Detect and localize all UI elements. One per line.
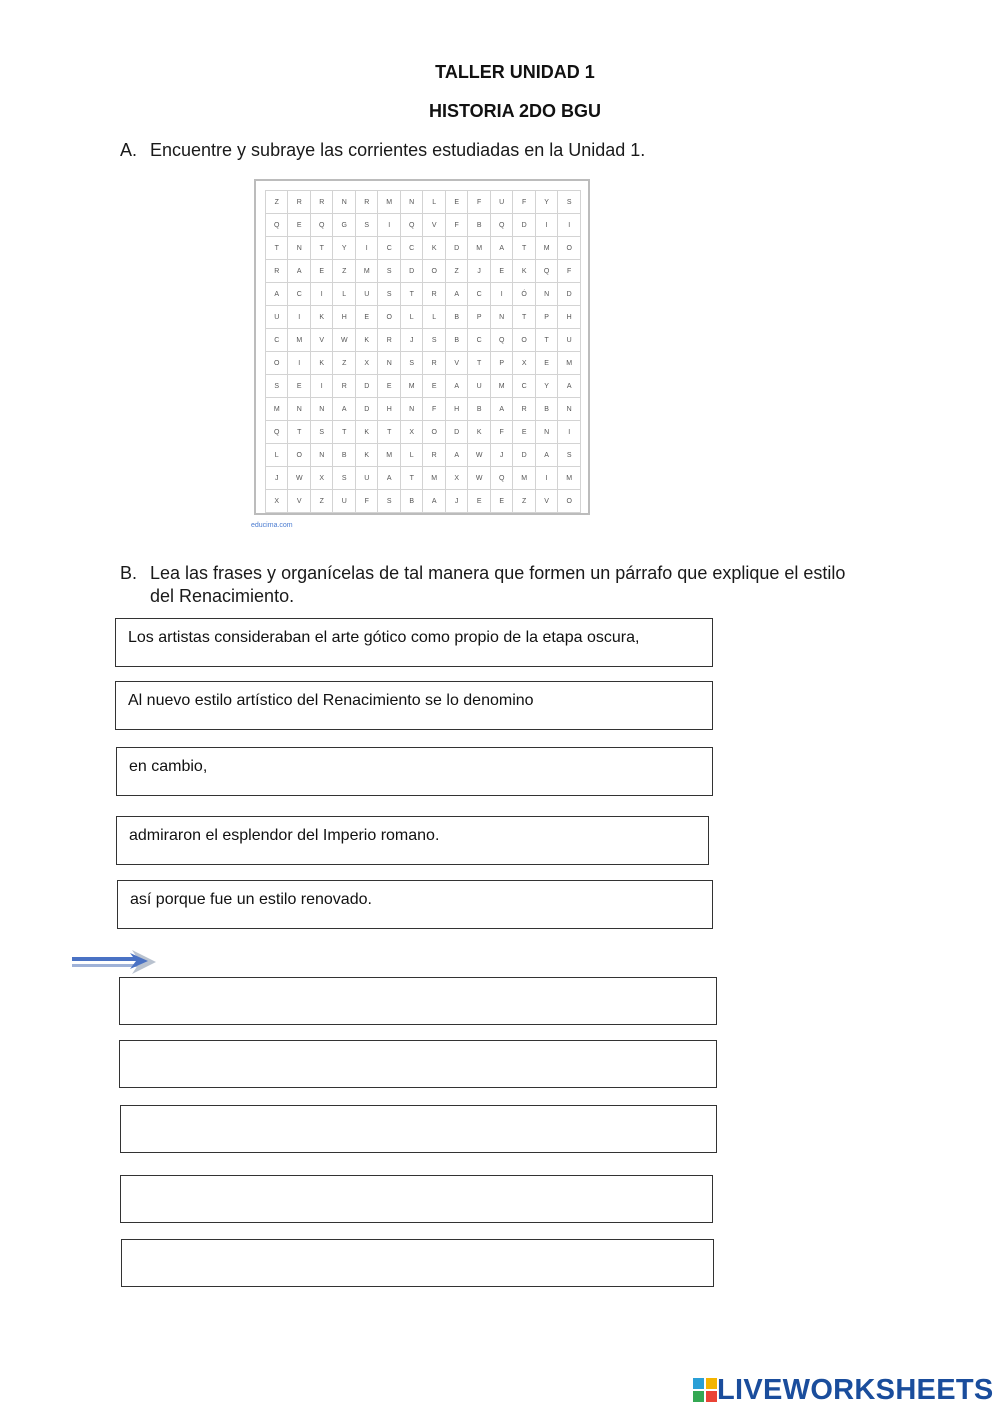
word-search-cell[interactable]: A: [490, 237, 512, 260]
phrase-text: admiraron el esplendor del Imperio romano.: [129, 827, 440, 844]
instruction-a-text: Encuentre y subraye las corrientes estudiadas en la Unidad 1.: [150, 140, 646, 160]
word-search-cell[interactable]: S: [378, 490, 400, 513]
word-search-cell[interactable]: B: [445, 329, 467, 352]
word-search-cell[interactable]: X: [311, 467, 333, 490]
word-search-cell[interactable]: L: [423, 191, 445, 214]
word-search-cell[interactable]: I: [288, 306, 311, 329]
word-search-row: [266, 329, 581, 352]
word-search-cell[interactable]: B: [468, 398, 491, 421]
word-search-cell[interactable]: E: [445, 191, 467, 214]
word-search-cell[interactable]: T: [513, 237, 535, 260]
word-search-cell[interactable]: W: [468, 467, 491, 490]
word-search-cell[interactable]: K: [423, 237, 445, 260]
word-search-cell[interactable]: E: [535, 352, 557, 375]
liveworksheets-brand: LIVEWORKSHEETS: [717, 1373, 994, 1406]
word-search-cell[interactable]: U: [333, 490, 356, 513]
word-search-cell[interactable]: M: [490, 375, 512, 398]
word-search-cell[interactable]: Ó: [513, 283, 535, 306]
word-search-cell[interactable]: I: [535, 467, 557, 490]
word-search-cell[interactable]: A: [288, 260, 311, 283]
word-search-cell[interactable]: N: [558, 398, 581, 421]
word-search-row: [266, 375, 581, 398]
word-search-cell[interactable]: J: [468, 260, 491, 283]
word-search-cell[interactable]: T: [513, 306, 535, 329]
word-search-cell[interactable]: C: [266, 329, 288, 352]
word-search-source: educima.com: [251, 522, 293, 529]
word-search-cell[interactable]: A: [490, 398, 512, 421]
word-search-cell[interactable]: M: [468, 237, 491, 260]
phrase-text: Al nuevo estilo artístico del Renacimiento se lo denomino: [128, 692, 534, 709]
word-search-puzzle: [254, 179, 590, 515]
word-search-cell[interactable]: R: [423, 352, 445, 375]
word-search-cell[interactable]: Q: [400, 214, 422, 237]
word-search-cell[interactable]: E: [490, 260, 512, 283]
word-search-cell[interactable]: I: [558, 421, 581, 444]
word-search-cell[interactable]: Q: [490, 467, 512, 490]
word-search-cell[interactable]: S: [400, 352, 422, 375]
word-search-cell[interactable]: I: [490, 283, 512, 306]
word-search-row: [266, 214, 581, 237]
word-search-cell[interactable]: F: [490, 421, 512, 444]
word-search-cell[interactable]: E: [311, 260, 333, 283]
word-search-cell[interactable]: V: [288, 490, 311, 513]
word-search-cell[interactable]: M: [558, 467, 581, 490]
word-search-cell[interactable]: X: [513, 352, 535, 375]
word-search-cell[interactable]: T: [378, 421, 400, 444]
word-search-cell[interactable]: A: [558, 375, 581, 398]
word-search-cell[interactable]: I: [378, 214, 400, 237]
word-search-cell[interactable]: S: [311, 421, 333, 444]
word-search-cell[interactable]: A: [445, 444, 467, 467]
word-search-row: [266, 421, 581, 444]
word-search-cell[interactable]: N: [535, 421, 557, 444]
word-search-cell[interactable]: I: [356, 237, 378, 260]
word-search-cell[interactable]: O: [266, 352, 288, 375]
word-search-cell[interactable]: A: [445, 375, 467, 398]
word-search-cell[interactable]: D: [558, 283, 581, 306]
word-search-cell[interactable]: Y: [333, 237, 356, 260]
word-search-cell[interactable]: A: [535, 444, 557, 467]
phrase-card[interactable]: [115, 618, 713, 667]
word-search-cell[interactable]: N: [311, 444, 333, 467]
worksheet-subtitle: HISTORIA 2DO BGU: [428, 101, 602, 121]
word-search-cell[interactable]: U: [356, 467, 378, 490]
word-search-cell[interactable]: W: [288, 467, 311, 490]
phrase-text: en cambio,: [129, 758, 208, 775]
phrase-text: Los artistas consideraban el arte gótico como propio de la etapa oscura,: [128, 629, 640, 646]
word-search-cell[interactable]: N: [490, 306, 512, 329]
word-search-cell[interactable]: T: [266, 237, 288, 260]
word-search-cell[interactable]: M: [400, 375, 422, 398]
word-search-cell[interactable]: F: [423, 398, 445, 421]
word-search-cell[interactable]: E: [288, 375, 311, 398]
liveworksheets-logo: [693, 1375, 994, 1405]
word-search-cell[interactable]: L: [333, 283, 356, 306]
word-search-cell[interactable]: E: [468, 490, 491, 513]
word-search-row: [266, 444, 581, 467]
word-search-cell[interactable]: D: [356, 398, 378, 421]
word-search-cell[interactable]: Z: [333, 260, 356, 283]
phrase-text: así porque fue un estilo renovado.: [130, 891, 372, 908]
word-search-cell[interactable]: M: [356, 260, 378, 283]
arrow-right-icon: [70, 948, 160, 978]
word-search-cell[interactable]: O: [378, 306, 400, 329]
word-search-cell[interactable]: M: [535, 237, 557, 260]
word-search-cell[interactable]: K: [311, 306, 333, 329]
worksheet-title: TALLER UNIDAD 1: [435, 62, 595, 82]
word-search-cell[interactable]: R: [266, 260, 288, 283]
instruction-a-letter: A.: [120, 140, 138, 160]
answer-slot[interactable]: [120, 1105, 717, 1153]
word-search-row: [266, 237, 581, 260]
word-search-cell[interactable]: X: [445, 467, 467, 490]
word-search-cell[interactable]: L: [266, 444, 288, 467]
word-search-cell[interactable]: M: [513, 467, 535, 490]
word-search-cell[interactable]: R: [356, 191, 378, 214]
word-search-cell[interactable]: C: [468, 329, 491, 352]
word-search-cell[interactable]: D: [445, 421, 467, 444]
word-search-cell[interactable]: M: [558, 352, 581, 375]
word-search-cell[interactable]: U: [266, 306, 288, 329]
word-search-cell[interactable]: K: [513, 260, 535, 283]
word-search-cell[interactable]: F: [445, 214, 467, 237]
word-search-cell[interactable]: O: [423, 260, 445, 283]
word-search-cell[interactable]: N: [378, 352, 400, 375]
word-search-cell[interactable]: D: [513, 214, 535, 237]
word-search-cell[interactable]: T: [288, 421, 311, 444]
word-search-cell[interactable]: F: [468, 191, 491, 214]
word-search-cell[interactable]: Q: [266, 421, 288, 444]
word-search-cell[interactable]: V: [423, 214, 445, 237]
word-search-cell[interactable]: E: [356, 306, 378, 329]
instruction-b-text-line2: del Renacimiento.: [150, 586, 295, 606]
word-search-row: [266, 398, 581, 421]
word-search-cell[interactable]: T: [333, 421, 356, 444]
word-search-cell[interactable]: M: [423, 467, 445, 490]
word-search-cell[interactable]: E: [423, 375, 445, 398]
word-search-cell[interactable]: S: [423, 329, 445, 352]
word-search-cell[interactable]: I: [535, 214, 557, 237]
word-search-cell[interactable]: X: [356, 352, 378, 375]
word-search-cell[interactable]: D: [445, 237, 467, 260]
word-search-cell[interactable]: S: [378, 260, 400, 283]
word-search-cell[interactable]: K: [356, 421, 378, 444]
word-search-cell[interactable]: H: [445, 398, 467, 421]
word-search-cell[interactable]: A: [445, 283, 467, 306]
word-search-cell[interactable]: T: [535, 329, 557, 352]
word-search-cell[interactable]: M: [266, 398, 288, 421]
word-search-cell[interactable]: B: [445, 306, 467, 329]
word-search-cell[interactable]: U: [490, 191, 512, 214]
word-search-cell[interactable]: O: [558, 237, 581, 260]
word-search-cell[interactable]: R: [288, 191, 311, 214]
word-search-cell[interactable]: K: [356, 329, 378, 352]
phrase-card[interactable]: [115, 681, 713, 730]
word-search-cell[interactable]: S: [266, 375, 288, 398]
word-search-cell[interactable]: T: [400, 467, 422, 490]
word-search-row: [266, 306, 581, 329]
word-search-cell[interactable]: S: [558, 444, 581, 467]
word-search-cell[interactable]: R: [423, 444, 445, 467]
word-search-cell[interactable]: O: [558, 490, 581, 513]
liveworksheets-logo-icon: [693, 1378, 717, 1402]
word-search-cell[interactable]: Q: [311, 214, 333, 237]
word-search-cell[interactable]: Z: [311, 490, 333, 513]
word-search-cell[interactable]: R: [423, 283, 445, 306]
phrase-card[interactable]: [117, 880, 713, 929]
word-search-cell[interactable]: N: [311, 398, 333, 421]
word-search-cell[interactable]: U: [468, 375, 491, 398]
word-search-cell[interactable]: B: [535, 398, 557, 421]
word-search-cell[interactable]: R: [311, 191, 333, 214]
answer-slot[interactable]: [121, 1239, 714, 1287]
word-search-cell[interactable]: E: [288, 214, 311, 237]
word-search-cell[interactable]: D: [513, 444, 535, 467]
word-search-cell[interactable]: A: [333, 398, 356, 421]
word-search-cell[interactable]: L: [400, 306, 422, 329]
word-search-row: [266, 352, 581, 375]
word-search-cell[interactable]: P: [468, 306, 491, 329]
word-search-cell[interactable]: S: [558, 191, 581, 214]
word-search-cell[interactable]: L: [400, 444, 422, 467]
word-search-cell[interactable]: U: [356, 283, 378, 306]
word-search-cell[interactable]: O: [423, 421, 445, 444]
word-search-cell[interactable]: K: [468, 421, 491, 444]
word-search-cell[interactable]: X: [266, 490, 288, 513]
word-search-cell[interactable]: P: [490, 352, 512, 375]
answer-slot[interactable]: [119, 977, 717, 1025]
word-search-cell[interactable]: Z: [333, 352, 356, 375]
word-search-row: [266, 283, 581, 306]
word-search-cell[interactable]: B: [333, 444, 356, 467]
word-search-cell[interactable]: S: [378, 283, 400, 306]
word-search-cell[interactable]: I: [311, 375, 333, 398]
word-search-cell[interactable]: E: [513, 421, 535, 444]
word-search-cell[interactable]: J: [445, 490, 467, 513]
word-search-cell[interactable]: N: [288, 237, 311, 260]
word-search-cell[interactable]: N: [400, 191, 422, 214]
phrase-card[interactable]: [116, 747, 713, 796]
word-search-cell[interactable]: D: [400, 260, 422, 283]
word-search-cell[interactable]: T: [400, 283, 422, 306]
word-search-cell[interactable]: H: [558, 306, 581, 329]
word-search-cell[interactable]: F: [356, 490, 378, 513]
word-search-cell[interactable]: Z: [445, 260, 467, 283]
word-search-cell[interactable]: R: [513, 398, 535, 421]
word-search-cell[interactable]: V: [445, 352, 467, 375]
word-search-cell[interactable]: N: [400, 398, 422, 421]
word-search-cell[interactable]: S: [333, 467, 356, 490]
word-search-cell[interactable]: C: [400, 237, 422, 260]
word-search-cell[interactable]: V: [311, 329, 333, 352]
word-search-cell[interactable]: T: [468, 352, 491, 375]
word-search-cell[interactable]: M: [378, 444, 400, 467]
instruction-a: [120, 139, 645, 162]
word-search-cell[interactable]: Y: [535, 375, 557, 398]
word-search-cell[interactable]: C: [513, 375, 535, 398]
word-search-cell[interactable]: A: [423, 490, 445, 513]
word-search-cell[interactable]: K: [311, 352, 333, 375]
word-search-cell[interactable]: C: [378, 237, 400, 260]
word-search-cell[interactable]: L: [423, 306, 445, 329]
word-search-cell[interactable]: J: [400, 329, 422, 352]
word-search-cell[interactable]: V: [535, 490, 557, 513]
word-search-cell[interactable]: E: [490, 490, 512, 513]
word-search-cell[interactable]: Y: [535, 191, 557, 214]
word-search-cell[interactable]: A: [378, 467, 400, 490]
word-search-row: [266, 191, 581, 214]
word-search-cell[interactable]: H: [378, 398, 400, 421]
word-search-cell[interactable]: M: [378, 191, 400, 214]
instruction-b: [120, 562, 940, 608]
phrase-card[interactable]: [116, 816, 709, 865]
word-search-cell[interactable]: Q: [535, 260, 557, 283]
word-search-cell[interactable]: Q: [490, 329, 512, 352]
word-search-cell[interactable]: N: [333, 191, 356, 214]
word-search-cell[interactable]: W: [333, 329, 356, 352]
answer-slot[interactable]: [119, 1040, 717, 1088]
word-search-cell[interactable]: Q: [266, 214, 288, 237]
word-search-row: [266, 467, 581, 490]
word-search-cell[interactable]: T: [311, 237, 333, 260]
word-search-cell[interactable]: B: [468, 214, 491, 237]
word-search-cell[interactable]: M: [288, 329, 311, 352]
word-search-cell[interactable]: R: [333, 375, 356, 398]
word-search-cell[interactable]: G: [333, 214, 356, 237]
instruction-b-text-line1: Lea las frases y organícelas de tal manera que formen un párrafo que explique el estilo: [150, 563, 846, 583]
word-search-cell[interactable]: K: [356, 444, 378, 467]
word-search-cell[interactable]: C: [468, 283, 491, 306]
word-search-cell[interactable]: Z: [266, 191, 288, 214]
word-search-cell[interactable]: Z: [513, 490, 535, 513]
word-search-cell[interactable]: D: [356, 375, 378, 398]
word-search-cell[interactable]: O: [288, 444, 311, 467]
word-search-cell[interactable]: A: [266, 283, 288, 306]
word-search-cell[interactable]: I: [311, 283, 333, 306]
word-search-cell[interactable]: E: [378, 375, 400, 398]
word-search-cell[interactable]: F: [558, 260, 581, 283]
word-search-cell[interactable]: Q: [490, 214, 512, 237]
word-search-cell[interactable]: R: [378, 329, 400, 352]
word-search-cell[interactable]: O: [513, 329, 535, 352]
word-search-cell[interactable]: F: [513, 191, 535, 214]
word-search-cell[interactable]: B: [400, 490, 422, 513]
word-search-cell[interactable]: P: [535, 306, 557, 329]
word-search-row: [266, 490, 581, 513]
word-search-cell[interactable]: C: [288, 283, 311, 306]
word-search-row: [266, 260, 581, 283]
word-search-cell[interactable]: U: [558, 329, 581, 352]
word-search-cell[interactable]: X: [400, 421, 422, 444]
word-search-cell[interactable]: W: [468, 444, 491, 467]
answer-slot[interactable]: [120, 1175, 713, 1223]
word-search-cell[interactable]: N: [535, 283, 557, 306]
instruction-b-letter: B.: [120, 563, 138, 583]
word-search-cell[interactable]: J: [490, 444, 512, 467]
word-search-cell[interactable]: I: [558, 214, 581, 237]
word-search-cell[interactable]: H: [333, 306, 356, 329]
word-search-grid[interactable]: [265, 190, 581, 513]
word-search-cell[interactable]: J: [266, 467, 288, 490]
word-search-cell[interactable]: I: [288, 352, 311, 375]
word-search-cell[interactable]: N: [288, 398, 311, 421]
word-search-cell[interactable]: S: [356, 214, 378, 237]
